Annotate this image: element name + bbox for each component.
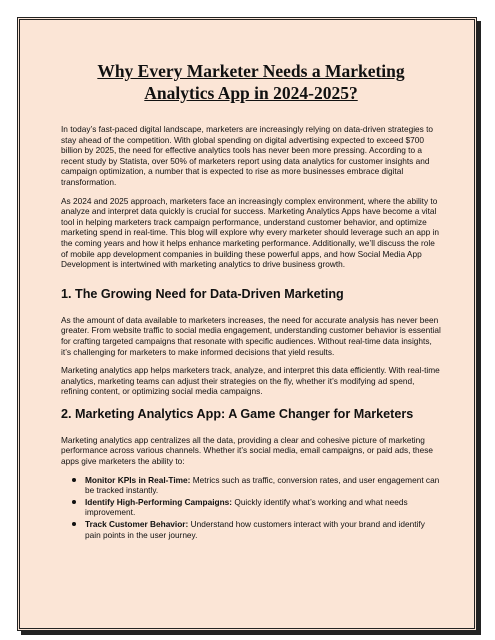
section-1-heading: 1. The Growing Need for Data-Driven Marketing	[61, 286, 344, 301]
intro-paragraph-2: As 2024 and 2025 approach, marketers face an increasingly complex environment, where the ability to analyze and interpret data quickly is crucial for success. Marketing Analytics Apps have become a vital tool in helping marketers track campaign performance, understand customer behavior, and optimize marketing spend in real-time. This blog will explore why every marketer should leverage such an app in the coming years and how it helps enhance marketing performance. Additionally, we’ll discuss the role of mobile app development companies in building these powerful apps, and how Social Media App Development is intertwined with marketing analytics to drive business growth.	[61, 195, 440, 270]
section-1-paragraph-1: As the amount of data available to marketers increases, the need for accurate analysis has never been greater. From website traffic to social media engagement, understanding customer behavior is essential for crafting targeted campaigns that resonate with specific audiences. Without real-time data insights, it’s challenging for marketers to make informed decisions that yield results.	[61, 314, 441, 357]
list-item	[85, 475, 441, 496]
list-item-label: Identify High-Performing Campaigns:	[85, 496, 233, 507]
list-item-text: Metrics such as traffic, conversion rates, and user engagement can be tracked instantly.	[85, 474, 440, 496]
section-2-heading: 2. Marketing Analytics App: A Game Changer for Marketers	[61, 406, 414, 421]
feature-list	[61, 475, 441, 541]
page-title: Why Every Marketer Needs a Marketing Analytics App in 2024-2025?	[97, 61, 405, 103]
list-item-label: Monitor KPIs in Real-Time:	[85, 474, 191, 485]
document-page	[17, 17, 477, 631]
list-item-text: Understand how customers interact with your brand and identify pain points in the user journey.	[85, 519, 425, 540]
intro-paragraph-1: In today’s fast-paced digital landscape, marketers are increasingly relying on data-driven strategies to stay ahead of the competition. With global spending on digital advertising expected to exceed $700 billion by 2025, the need for effective analytics tools has never been more pressing. According to a recent study by Statista, over 50% of marketers report using data analytics for customer insights and campaign optimization, a number that is expected to rise as more businesses embrace digital transformation.	[61, 124, 434, 187]
section-2-paragraph: Marketing analytics app centralizes all the data, providing a clear and cohesive picture of marketing performance across various channels. Whether it’s social media, email campaigns, or paid ads, these apps give marketers the ability to:	[61, 434, 434, 467]
document-content	[61, 60, 441, 541]
list-item-text: Quickly identify what’s working and what needs improvement.	[85, 496, 408, 518]
section-1-paragraph-2: Marketing analytics app helps marketers track, analyze, and interpret this data efficiently. With real-time analytics, marketing teams can adjust their strategies on the fly, whether it’s modifying ad spend, refining content, or optimizing social media campaigns.	[61, 365, 440, 397]
list-item-label: Track Customer Behavior:	[85, 519, 189, 530]
list-item	[85, 519, 441, 540]
list-item	[85, 497, 441, 518]
